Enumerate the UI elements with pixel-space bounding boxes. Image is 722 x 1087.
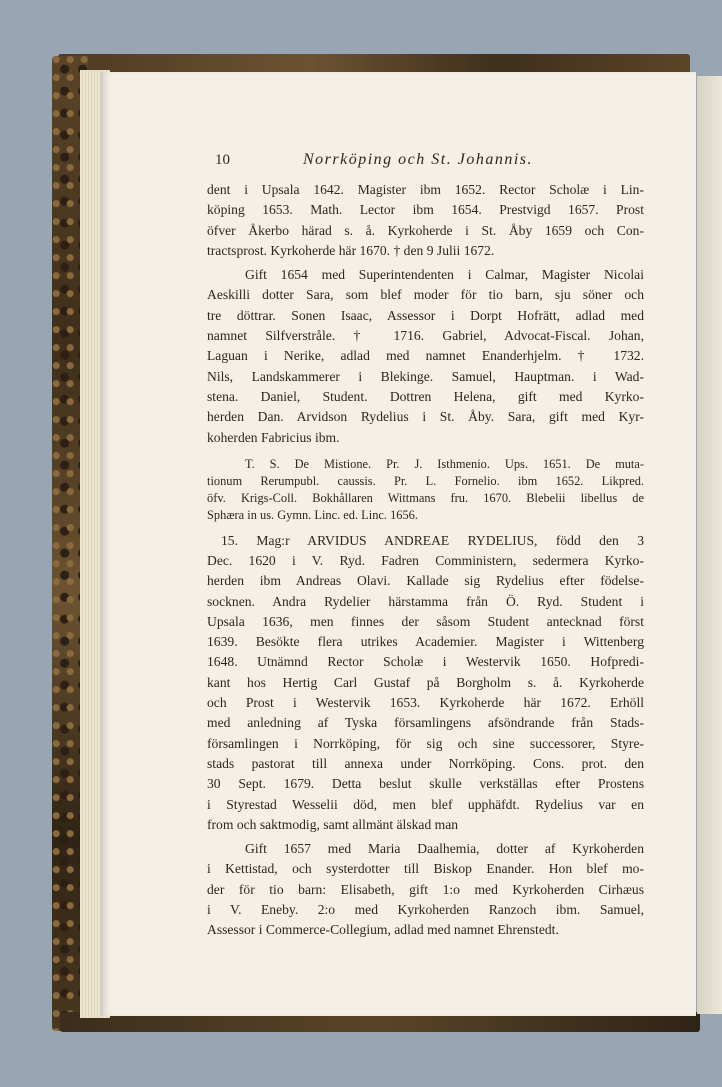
text-line: Aeskilli dotter Sara, som blef moder för tio barn, sju söner och — [207, 287, 644, 303]
text-line: der för tio barn: Elisabeth, gift 1:o med Kyrkoherden Cirhæus — [207, 881, 644, 897]
text-line: namnet Silfverstråle. † 1716. Gabriel, Advocat-Fiscal. Johan, — [207, 328, 644, 344]
text-line: öfv. Krigs-Coll. Bokhållaren Wittmans fru. 1670. Blebelii libellus de — [207, 491, 644, 506]
text-line: kant hos Hertig Carl Gustaf på Borgholm s. å. Kyrkoherde — [207, 674, 644, 690]
text-line: och Prost i Westervik 1653. Kyrkoherde här 1672. Erhöll — [207, 695, 644, 711]
paragraph-marriage-2 — [207, 839, 644, 940]
text-line: 15. Mag:r ARVIDUS ANDREAE RYDELIUS, född den 3 — [221, 532, 644, 548]
text-line: 1639. Besökte flera utrikes Academier. Magister i Wittenberg — [207, 634, 644, 650]
next-page-edge — [697, 76, 722, 1014]
text-line: i V. Eneby. 2:o med Kyrkoherden Ranzoch ibm. Samuel, — [207, 902, 644, 918]
paragraph-entry-15 — [207, 531, 644, 835]
text-line: Nils, Landskammerer i Blekinge. Samuel, Hauptman. i Wad- — [207, 368, 644, 384]
text-line: from och saktmodig, samt allmänt älskad man — [207, 816, 459, 832]
text-line: Gift 1654 med Superintendenten i Calmar, Magister Nicolai — [245, 267, 644, 283]
text-line: Upsala 1636, men finnes der såsom Student antecknad först — [207, 613, 644, 629]
text-line: socknen. Andra Rydelier härstamma från Ö. Ryd. Student i — [207, 593, 644, 609]
text-line: Sphæra in us. Gymn. Linc. ed. Linc. 1656. — [207, 508, 418, 523]
text-line: köping 1653. Math. Lector ibm 1654. Prestvigd 1657. Prost — [207, 202, 644, 218]
text-line: stena. Daniel, Student. Dottren Helena, gift med Kyrko- — [207, 388, 644, 404]
text-line: med anledning af Tyska församlingens afsöndrande från Stads- — [207, 715, 644, 731]
page-number: 10 — [215, 152, 230, 168]
text-line: församlingen i Norrköping, för sig och sine successorer, Styre- — [207, 735, 644, 751]
text-line: herden ibm Andreas Olavi. Kallade sig Rydelius efter födelse- — [207, 573, 644, 589]
text-line: Laguan i Nerike, adlad med namnet Enanderhjelm. † 1732. — [207, 348, 644, 364]
text-line: öfver Åkerbo härad s. å. Kyrkoherde i St. Åby 1659 och Con- — [207, 222, 644, 238]
running-head: Norrköping och St. Johannis. — [303, 151, 533, 168]
text-line: herden Dan. Arvidson Rydelius i St. Åby. Sara, gift med Kyr- — [207, 409, 644, 425]
text-line: T. S. De Mistione. Pr. J. Isthmenio. Ups. 1651. De muta- — [245, 456, 644, 471]
text-line: koherden Fabricius ibm. — [207, 429, 340, 445]
text-line: tionum Rerumpubl. caussis. Pr. L. Fornelio. ibm 1652. Likpred. — [207, 474, 644, 489]
text-line: i Kettistad, och systerdotter till Biskop Enander. Hon blef mo- — [207, 861, 644, 877]
text-line: Assessor i Commerce-Collegium, adlad med namnet Ehrenstedt. — [207, 922, 559, 938]
text-line: tre döttrar. Sonen Isaac, Assessor i Dorpt Hofrätt, adlad med — [207, 307, 644, 323]
text-line: Dec. 1620 i V. Ryd. Fadren Comministern, sedermera Kyrko- — [207, 552, 644, 568]
text-line: stads pastorat till annexa under Norrköping. Cons. prot. den — [207, 755, 644, 771]
paragraph-career — [207, 180, 644, 261]
text-line: 1648. Utnämnd Rector Scholæ i Westervik 1650. Hofpredi- — [207, 654, 644, 670]
text-line: Gift 1657 med Maria Daalhemia, dotter af Kyrkoherden — [245, 841, 644, 857]
text-line: 30 Sept. 1679. Detta beslut skulle verkställas efter Prostens — [207, 776, 644, 792]
text-line: tractsprost. Kyrkoherde här 1670. † den 9 Julii 1672. — [207, 242, 495, 258]
page-header — [207, 150, 644, 180]
citation-block — [207, 456, 644, 525]
page-text — [207, 150, 644, 941]
text-line: dent i Upsala 1642. Magister ibm 1652. Rector Scholæ i Lin- — [207, 182, 644, 197]
text-line: i Styrestad Wesselii död, men blef upphäfdt. Rydelius var en — [207, 796, 644, 812]
paragraph-marriage — [207, 265, 644, 448]
